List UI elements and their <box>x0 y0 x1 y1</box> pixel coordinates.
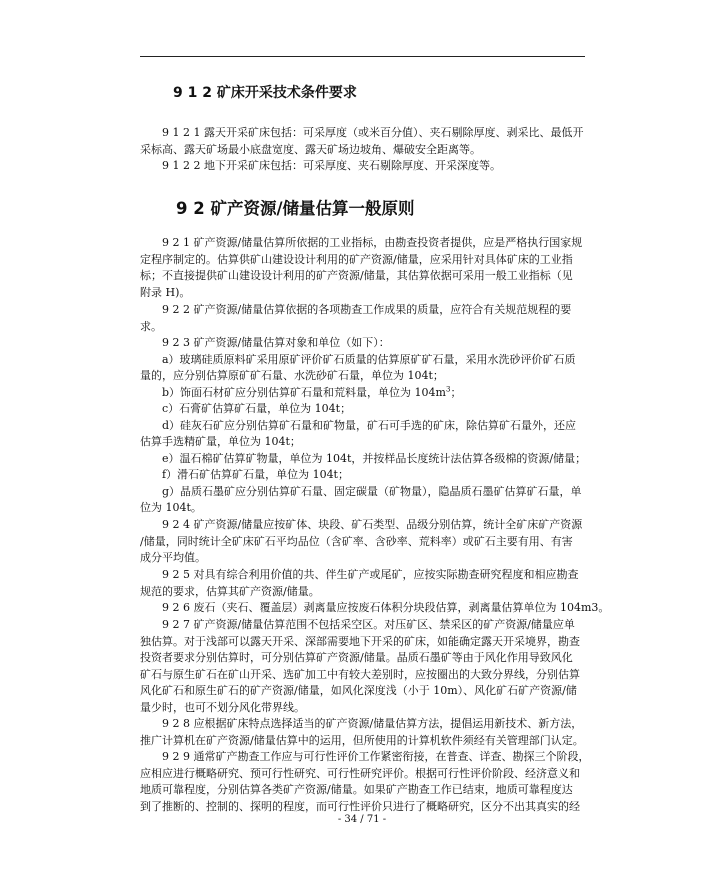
paragraph-927 <box>140 617 580 716</box>
text-line: 9 2 6 废石（夹石、覆盖层）剥离量应按废石体积分块段估算，剥离量估算单位为 104m3。 <box>162 601 610 614</box>
list-item-a-cont: 量的，应分别估算原矿矿石量、水洗砂矿石量，单位为 104t； <box>140 369 444 382</box>
text-line: 规范的要求，估算其矿产资源/储量。 <box>140 584 320 598</box>
list-item-d-cont: 估算手选精矿量，单位为 104t； <box>140 435 301 448</box>
text-line: 9 2 9 通常矿产勘查工作应与可行性评价工作紧密衔接，在普查、详查、勘探三个阶段， <box>162 750 590 763</box>
text-line: 9 1 2 1 露天开采矿床包括：可采厚度（或米百分值）、夹石剔除厚度、剥采比、最低开 <box>162 126 584 139</box>
list-item-g-cont: 位为 104t。 <box>140 501 202 514</box>
paragraph-928 <box>140 716 584 749</box>
list-item-b: b）饰面石材矿应分别估算矿石量和荒料量，单位为 $104m^3$； <box>162 384 462 399</box>
text-line: 求。 <box>140 319 162 333</box>
section-heading-912: 9 1 2 矿床开采技术条件要求 <box>173 85 357 101</box>
list-item-c: c）石膏矿估算矿石量，单位为 104t； <box>162 402 352 415</box>
paragraph-924 <box>140 517 582 567</box>
text-line: 9 2 3 矿产资源/储量估算对象和单位（如下）： <box>162 336 390 349</box>
text-line: 附录 H)。 <box>140 285 191 299</box>
list-item-f: f）滑石矿估算矿石量，单位为 104t； <box>162 468 349 481</box>
list-item-e: e）温石棉矿估算矿物量，单位为 104t，并按样品长度统计法估算各级棉的资源/储量； <box>162 451 587 465</box>
text-line: 矿石与原生矿石在矿山开采、选矿加工中有较大差别时，应按圈出的大致分界线，分别估算 <box>140 667 580 681</box>
list-item-a: a）玻璃硅质原料矿采用原矿评价矿石质量的估算原矿矿石量，采用水洗砂评价矿石质 <box>162 352 576 366</box>
paragraph-9121 <box>140 125 583 158</box>
text-line: 投资者要求分别估算时，可分别估算矿产资源/储量。晶质石墨矿等由于风化作用导致风化 <box>140 651 573 664</box>
text-line: 独估算。对于浅部可以露天开采、深部需要地下开采的矿床，如能确定露天开采境界，勘查 <box>140 634 580 648</box>
paragraph-926 <box>140 600 609 617</box>
text-line: 定程序制定的。估算供矿山建设设计利用的矿产资源/储量，应采用针对具体矿床的工业指 <box>140 252 573 266</box>
section-heading-92: 9 2 矿产资源/储量估算一般原则 <box>176 199 415 218</box>
list-item-g: g）晶质石墨矿应分别估算矿石量、固定碳量（矿物量），隐晶质石墨矿估算矿石量，单 <box>162 484 582 498</box>
text-line: 成分平均值。 <box>140 551 206 564</box>
text-line: 应相应进行概略研究、预可行性研究、可行性研究评价。根据可行性评价阶段、经济意义和 <box>140 766 580 780</box>
text-line: 风化矿石和原生矿石的矿产资源/储量，如风化深度浅（小于 10m）、风化矿石矿产资源/储 <box>140 684 577 697</box>
text-line: 9 2 4 矿产资源/储量应按矿体、块段、矿石类型、品级分别估算，统计全矿床矿产资源 <box>162 518 583 531</box>
paragraph-923 <box>140 335 586 517</box>
paragraph-9122 <box>140 158 501 175</box>
text-line: 9 2 2 矿产资源/储量估算依据的各项勘查工作成果的质量，应符合有关规范规程的要 <box>162 303 572 316</box>
header-rule <box>140 56 585 57</box>
text-line: 9 2 1 矿产资源/储量估算所依据的工业指标，由勘查投资者提供，应是严格执行国家规 <box>162 236 583 249</box>
text-line: 9 1 2 2 地下开采矿床包括：可采厚度、夹石剔除厚度、开采深度等。 <box>162 159 501 172</box>
text-line: /储量，同时统计全矿床矿石平均品位（含矿率、含砂率、荒料率）或矿石主要有用、有害 <box>140 534 573 548</box>
text-line: 到了推断的、控制的、探明的程度，而可行性评价只进行了概略研究，区分不出其真实的经 <box>140 799 580 813</box>
paragraph-925 <box>140 567 578 600</box>
page-number: - 34 / 71 - <box>337 814 387 825</box>
text-line: 9 2 7 矿产资源/储量估算范围不包括采空区。对压矿区、禁采区的矿产资源/储量应单 <box>162 618 575 631</box>
text-line: 地质可靠程度，分别估算各类矿产资源/储量。如果矿产勘查工作已结束，地质可靠程度达 <box>140 783 573 796</box>
text-line: 9 2 8 应根据矿床特点选择适当的矿产资源/储量估算方法，提倡运用新技术、新方法， <box>162 717 583 730</box>
text-line: 标；不直接提供矿山建设设计利用的矿产资源/储量，其估算依据可采用一般工业指标（见 <box>140 269 573 282</box>
text-line: 采标高、露天矿场最小底盘宽度、露天矿场边坡角、爆破安全距离等。 <box>140 142 481 156</box>
paragraph-922 <box>140 302 571 335</box>
list-item-d: d）硅灰石矿应分别估算矿石量和矿物量，矿石可手选的矿床，除估算矿石量外，还应 <box>162 418 577 432</box>
paragraph-921 <box>140 235 582 301</box>
text-line: 9 2 5 对具有综合利用价值的共、伴生矿产或尾矿，应按实际勘查研究程度和相应勘查 <box>162 568 579 581</box>
text-line: 推广计算机在矿产资源/储量估算中的运用，但所使用的计算机软件须经有关管理部门认定。 <box>140 733 584 747</box>
paragraph-929 <box>140 749 589 815</box>
text-line: 量少时，也可不划分风化带界线。 <box>140 700 305 714</box>
